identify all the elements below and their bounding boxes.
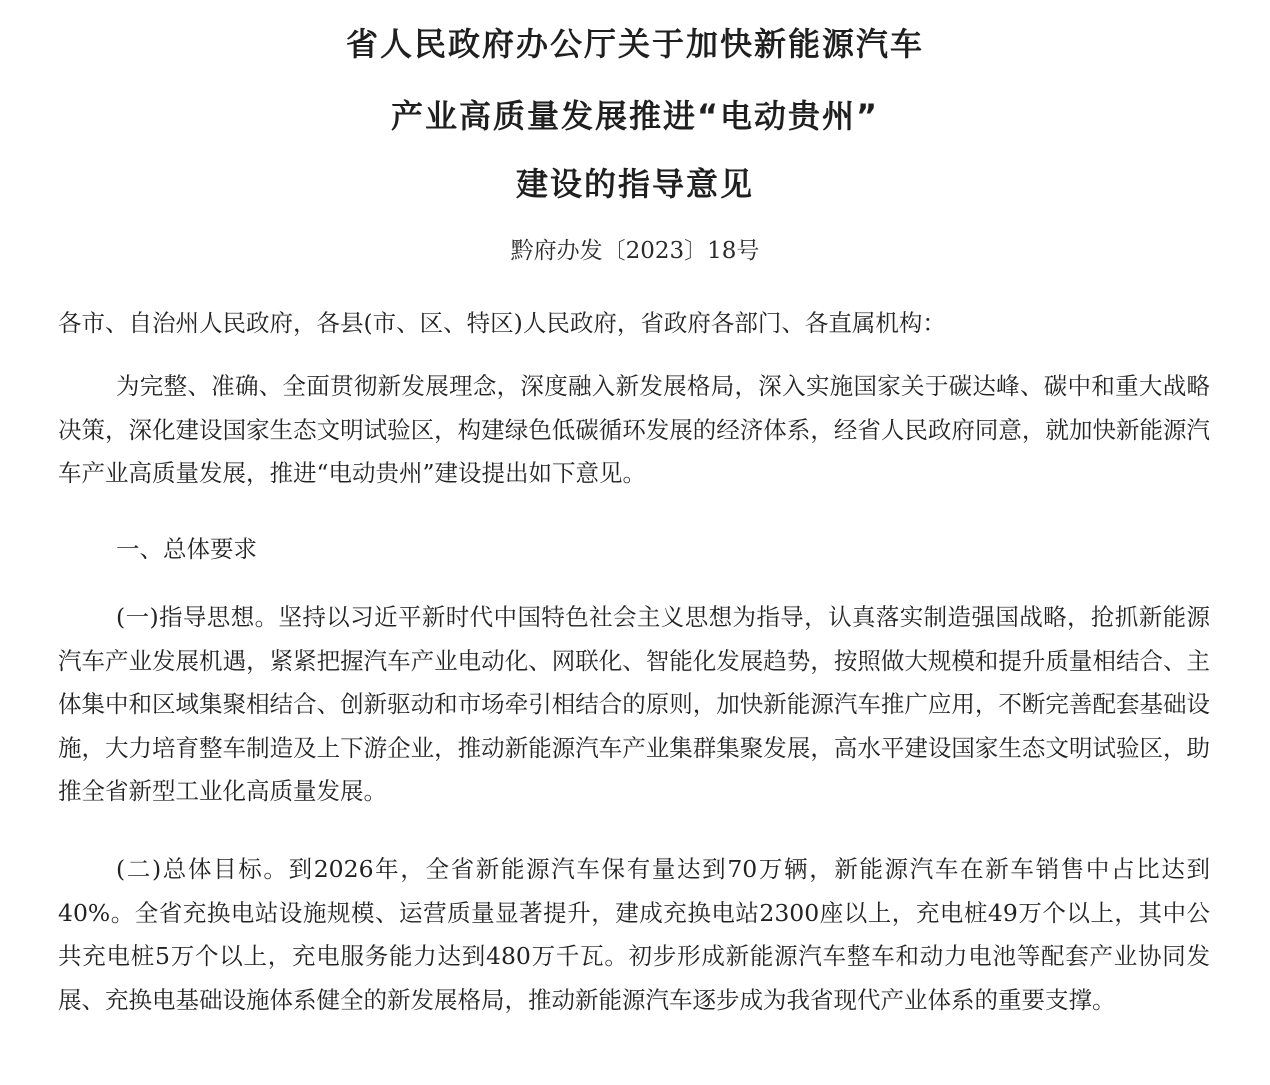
guiding-thought-paragraph: (一)指导思想。坚持以习近平新时代中国特色社会主义思想为指导，认真落实制造强国战略，抢抓新能源汽车产业发展机遇，紧紧把握汽车产业电动化、网联化、智能化发展趋势，按照做大规模和提升质量相结合、主体集中和区域集聚相结合、创新驱动和市场牵引相结合的原则，加快新能源汽车推广应用，不断完善配套基础设施，大力培育整车制造及上下游企业，推动新能源汽车产业集群集聚发展，高水平建设国家生态文明试验区，助推全省新型工业化高质量发展。	[58, 603, 1210, 805]
overall-goals-paragraph: (二)总体目标。到2026年，全省新能源汽车保有量达到70万辆，新能源汽车在新车销售中占比达到40%。全省充换电站设施规模、运营质量显著提升，建成充换电站2300座以上，充电桩49万个以上，其中公共充电桩5万个以上，充电服务能力达到480万千瓦。初步形成新能源汽车整车和动力电池等配套产业协同发展、充换电基础设施体系健全的新发展格局，推动新能源汽车逐步成为我省现代产业体系的重要支撑。	[58, 855, 1210, 1014]
intro-paragraph: 为完整、准确、全面贯彻新发展理念，深度融入新发展格局，深入实施国家关于碳达峰、碳中和重大战略决策，深化建设国家生态文明试验区，构建绿色低碳循环发展的经济体系，经省人民政府同意，就加快新能源汽车产业高质量发展，推进“电动贵州”建设提出如下意见。	[58, 372, 1210, 487]
document-number: 黔府办发〔2023〕18号	[510, 238, 760, 264]
document-title-line-3: 建设的指导意见	[515, 165, 754, 203]
salutation: 各市、自治州人民政府，各县(市、区、特区)人民政府，省政府各部门、各直属机构：	[58, 309, 946, 337]
section-heading: 一、总体要求	[116, 535, 257, 563]
document-title-line-2: 产业高质量发展推进“电动贵州”	[390, 97, 880, 135]
document-title-line-1: 省人民政府办公厅关于加快新能源汽车	[345, 25, 924, 63]
